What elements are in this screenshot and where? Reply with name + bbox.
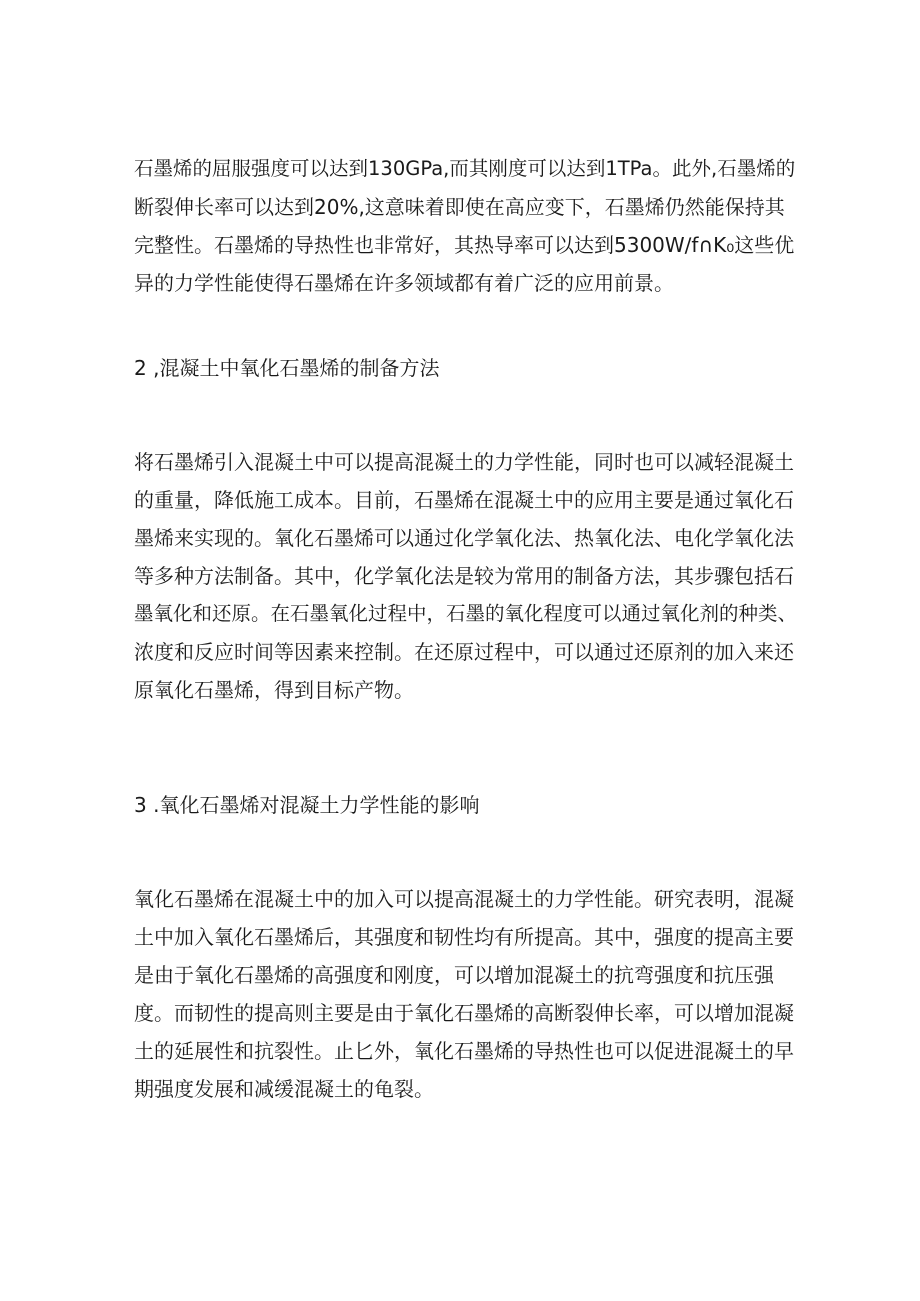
paragraph-preparation-methods	[134, 443, 804, 709]
text-line: 氧化石墨烯在混凝土中的加入可以提高混凝土的力学性能。研究表明，混凝	[134, 887, 794, 911]
text-line: 石墨烯的屈服强度可以达到130GPa,而其刚度可以达到1TPa。此外,石墨烯的	[134, 157, 796, 180]
text-line: 期强度发展和减缓混凝土的龟裂。	[134, 1077, 434, 1101]
paragraph-graphene-properties	[134, 150, 804, 302]
text-line: 土中加入氧化石墨烯后，其强度和韧性均有所提高。其中，强度的提高主要	[134, 925, 794, 949]
text-line: 异的力学性能使得石墨烯在许多领域都有着广泛的应用前景。	[134, 271, 674, 295]
text-line: 是由于氧化石墨烯的高强度和刚度，可以增加混凝土的抗弯强度和抗压强	[134, 963, 774, 987]
text-line: 的重量，降低施工成本。目前，石墨烯在混凝土中的应用主要是通过氧化石	[134, 488, 794, 512]
text-line: 原氧化石墨烯，得到目标产物。	[134, 678, 414, 702]
text-line: 等多种方法制备。其中，化学氧化法是较为常用的制备方法，其步骤包括石	[134, 564, 794, 588]
text-line: 浓度和反应时间等因素来控制。在还原过程中，可以通过还原剂的加入来还	[134, 640, 794, 664]
text-line: 断裂伸长率可以达到20%,这意味着即使在高应变下，石墨烯仍然能保持其	[134, 195, 785, 219]
section-heading-3: 3 .氧化石墨烯对混凝土力学性能的影响	[134, 793, 480, 817]
text-line: 土的延展性和抗裂性。止匕外，氧化石墨烯的导热性也可以促进混凝土的早	[134, 1039, 794, 1063]
text-line: 墨氧化和还原。在石墨氧化过程中，石墨的氧化程度可以通过氧化剂的种类、	[134, 602, 798, 625]
paragraph-mechanical-effects	[134, 880, 804, 1108]
text-line: 墨烯来实现的。氧化石墨烯可以通过化学氧化法、热氧化法、电化学氧化法	[134, 526, 794, 550]
text-line: 将石墨烯引入混凝土中可以提高混凝土的力学性能，同时也可以减轻混凝土	[134, 450, 794, 474]
section-heading-2: 2 ,混凝土中氧化石墨烯的制备方法	[134, 356, 440, 380]
text-line: 度。而韧性的提高则主要是由于氧化石墨烯的高断裂伸长率，可以增加混凝	[134, 1001, 794, 1025]
text-line: 完整性。石墨烯的导热性也非常好，其热导率可以达到5300W∕f∩K₀这些优	[134, 233, 795, 257]
